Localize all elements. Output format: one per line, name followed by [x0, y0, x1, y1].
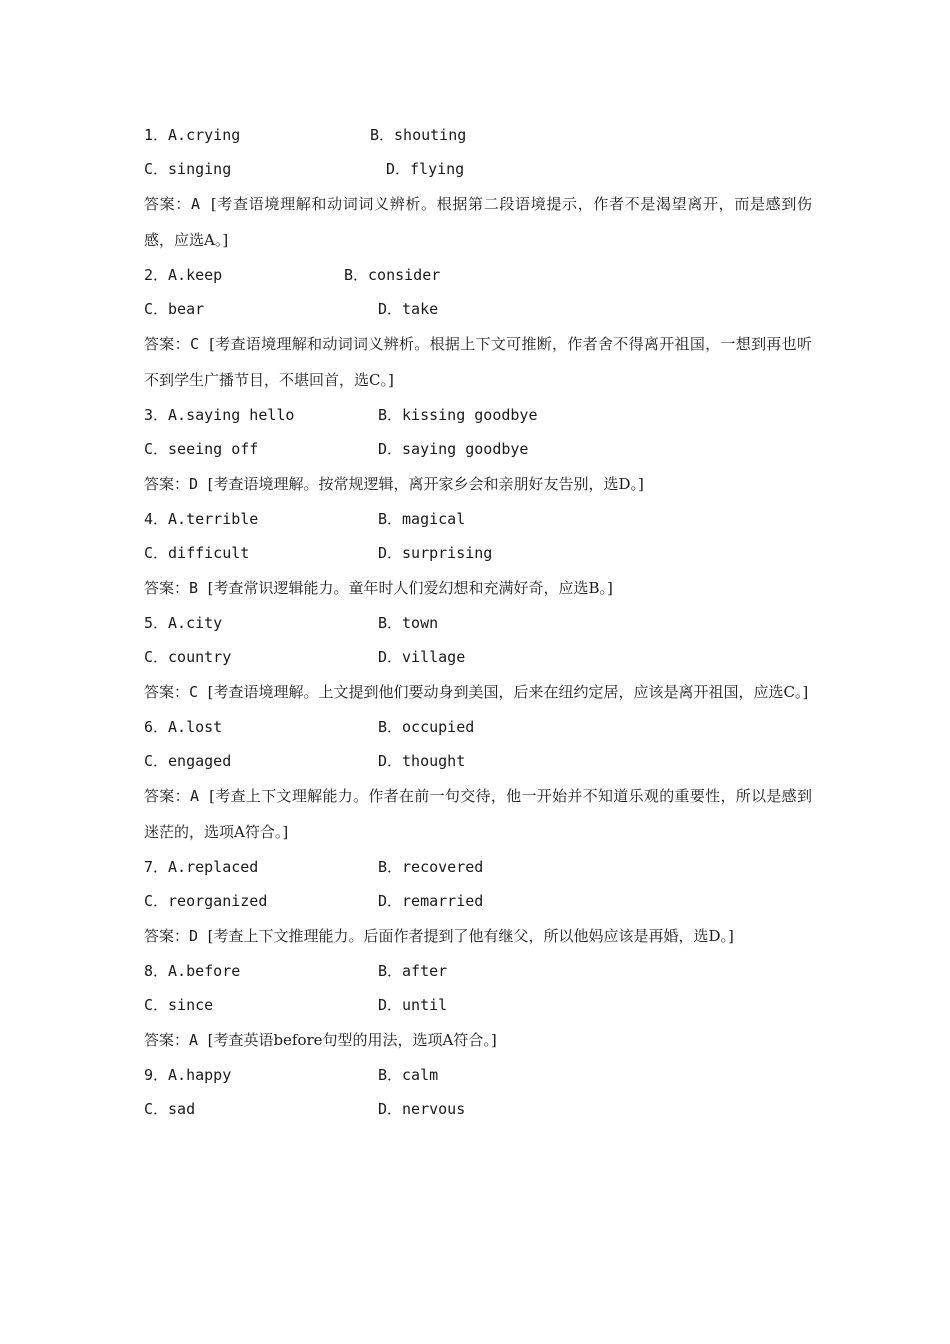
answer-letter: C — [189, 335, 199, 353]
answer-explanation — [144, 186, 812, 258]
option-b: B．town — [378, 614, 439, 632]
option-row — [144, 536, 812, 570]
answer-letter: D — [189, 475, 199, 493]
option-d: D．take — [378, 300, 439, 318]
option-row — [144, 710, 812, 744]
answer-label: 答案： — [144, 787, 190, 805]
answer-letter: A — [189, 1031, 199, 1049]
option-a: 5．A.city — [144, 614, 223, 632]
option-row — [144, 954, 812, 988]
document-page — [144, 118, 812, 1126]
question-block — [144, 258, 812, 398]
option-c: C．seeing off — [144, 440, 259, 458]
option-d: D．surprising — [378, 544, 493, 562]
answer-letter: C — [189, 683, 199, 701]
answer-label: 答案： — [144, 579, 190, 597]
option-row — [144, 1058, 812, 1092]
answer-explanation — [144, 466, 812, 502]
question-block — [144, 502, 812, 606]
option-a: 7．A.replaced — [144, 858, 259, 876]
option-b: B．magical — [378, 510, 466, 528]
option-row — [144, 988, 812, 1022]
option-a: 8．A.before — [144, 962, 241, 980]
answer-explanation — [144, 570, 812, 606]
option-a: 9．A.happy — [144, 1066, 232, 1084]
option-row — [144, 606, 812, 640]
option-b: B．calm — [378, 1066, 439, 1084]
option-c: C．singing — [144, 160, 232, 178]
answer-explanation — [144, 1022, 812, 1058]
question-block — [144, 118, 812, 258]
option-a: 4．A.terrible — [144, 510, 259, 528]
answer-label: 答案： — [144, 195, 191, 213]
question-block — [144, 606, 812, 710]
option-b: B．occupied — [378, 718, 475, 736]
question-block — [144, 710, 812, 850]
option-b: B．recovered — [378, 858, 484, 876]
option-d: D．nervous — [378, 1100, 466, 1118]
option-row — [144, 118, 812, 152]
option-c: C．engaged — [144, 752, 232, 770]
answer-label: 答案： — [144, 475, 190, 493]
option-row — [144, 640, 812, 674]
option-row — [144, 850, 812, 884]
option-d: D．thought — [378, 752, 466, 770]
option-d: D．remarried — [378, 892, 484, 910]
question-block — [144, 1058, 812, 1126]
answer-explanation — [144, 918, 812, 954]
answer-label: 答案： — [144, 1031, 190, 1049]
option-b: B．kissing goodbye — [378, 406, 538, 424]
explanation-text: [考查上下文理解能力。作者在前一句交待，他一开始并不知道乐观的重要性，所以是感到迷茫的，选项A符合。] — [144, 787, 812, 841]
explanation-text: [考查上下文推理能力。后面作者提到了他有继父，所以他妈应该是再婚，选D。] — [207, 927, 734, 945]
option-d: D．until — [378, 996, 448, 1014]
option-row — [144, 432, 812, 466]
option-row — [144, 398, 812, 432]
option-c: C．since — [144, 996, 214, 1014]
option-c: C．reorganized — [144, 892, 268, 910]
option-row — [144, 152, 812, 186]
answer-letter: B — [189, 579, 199, 597]
option-row — [144, 884, 812, 918]
option-d: D．saying goodbye — [378, 440, 529, 458]
answer-explanation — [144, 778, 812, 850]
question-block — [144, 954, 812, 1058]
answer-letter: D — [189, 927, 199, 945]
explanation-text: [考查常识逻辑能力。童年时人们爱幻想和充满好奇，应选B。] — [207, 579, 613, 597]
answer-label: 答案： — [144, 927, 190, 945]
option-a: 2．A.keep — [144, 266, 223, 284]
answer-letter: A — [191, 195, 201, 213]
option-c: C．sad — [144, 1100, 196, 1118]
option-row — [144, 502, 812, 536]
option-d: D．village — [378, 648, 466, 666]
answer-explanation — [144, 674, 812, 710]
answer-label: 答案： — [144, 683, 190, 701]
explanation-text: [考查英语before句型的用法，选项A符合。] — [207, 1031, 497, 1049]
explanation-text: [考查语境理解。按常规逻辑，离开家乡会和亲朋好友告别，选D。] — [207, 475, 644, 493]
explanation-text: [考查语境理解和动词词义辨析。根据第二段语境提示，作者不是渴望离开，而是感到伤感，应选A。] — [144, 195, 812, 249]
answer-label: 答案： — [144, 335, 190, 353]
option-b: B．after — [378, 962, 448, 980]
answer-letter: A — [189, 787, 199, 805]
option-b: B．shouting — [370, 126, 467, 144]
option-row — [144, 744, 812, 778]
option-d: D．flying — [386, 160, 465, 178]
option-row — [144, 292, 812, 326]
option-c: C．bear — [144, 300, 205, 318]
option-c: C．country — [144, 648, 232, 666]
question-block — [144, 398, 812, 502]
option-row — [144, 258, 812, 292]
answer-explanation — [144, 326, 812, 398]
question-block — [144, 850, 812, 954]
explanation-text: [考查语境理解和动词词义辨析。根据上下文可推断，作者舍不得离开祖国，一想到再也听不到学生广播节目，不堪回首，选C。] — [144, 335, 812, 389]
option-a: 3．A.saying hello — [144, 406, 295, 424]
option-row — [144, 1092, 812, 1126]
option-b: B．consider — [344, 266, 441, 284]
explanation-text: [考查语境理解。上文提到他们要动身到美国，后来在纽约定居，应该是离开祖国，应选C。] — [207, 683, 809, 701]
option-a: 6．A.lost — [144, 718, 223, 736]
option-a: 1．A.crying — [144, 126, 241, 144]
option-c: C．difficult — [144, 544, 250, 562]
